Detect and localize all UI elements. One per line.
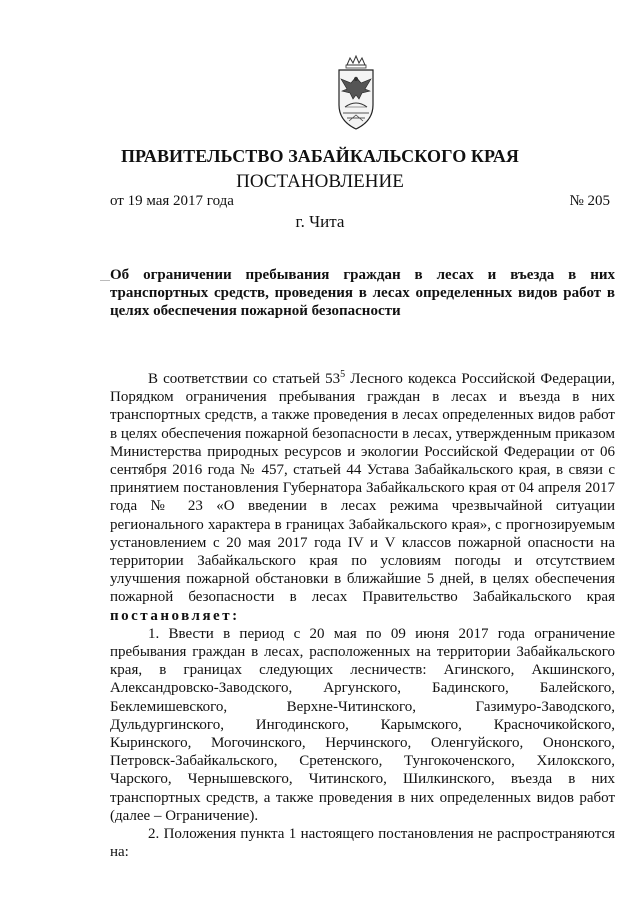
margin-mark (100, 280, 110, 281)
document-body (110, 366, 615, 861)
city: г. Чита (295, 212, 345, 231)
date-number-line (110, 193, 610, 210)
preamble-paragraph (110, 366, 615, 625)
preamble-text-1: В соответствии со статьей 53 (148, 371, 341, 387)
item-2: 2. Положения пункта 1 настоящего постановления не распространяются на: (110, 826, 615, 861)
item-1: 1. Ввести в период с 20 мая по 09 июня 2017 года ограничение пребывания граждан в лесах, расположенных на территории Забайкальского края, в границах следующих лесничеств: Агинского, Акшинского, Александровско-Заводского, Аргунского, Бадинского, Балейского, Беклемишевского, Верхне-Читинского, Газимуро-Заводского, Дульдургинского, Ингодинского, Карымского, Красночикойского, Кыринского, Могочинского, Нерчинского, Оленгуйского, Ононского, Петровск-Забайкальского, Сретенского, Тунгокоченского, Хилокского, Чарского, Чернышевского, Читинского, Шилкинского, въезда в них транспортных средств, а также проведения в них определенных видов работ (далее – Ограничение). (110, 625, 615, 824)
document-type: ПОСТАНОВЛЕНИЕ (236, 171, 404, 192)
preamble-text-2: Лесного кодекса Российской Федерации, Порядком ограничения пребывания граждан в лесах и въезда в них транспортных средств, а также проведения в лесах определенных видов работ в целях обеспечения пожарной безопасности в лесах, утвержденным приказом Министерства природных ресурсов и экологии Российской Федерации от 06 сентября 2016 года № 457, статьей 44 Устава Забайкальского края, в связи с принятием постановления Губернатора Забайкальского края от 04 апреля 2017 года № 23 «О введении в лесах режима чрезвычайной ситуации регионального характера в границах Забайкальского края», с прогнозируемым установлением с 20 мая 2017 года IV и V классов пожарной опасности на территории Забайкальского края по условиям погоды и отсутствием улучшения пожарной обстановки в ближайшие 5 дней, в целях обеспечения пожарной безопасности в лесах Правительство Забайкальского края (110, 371, 616, 606)
article-superscript: 5 (340, 369, 346, 380)
coat-of-arms-icon (333, 55, 379, 135)
document-date: от 19 мая 2017 года (110, 193, 234, 209)
government-title: ПРАВИТЕЛЬСТВО ЗАБАЙКАЛЬСКОГО КРАЯ (120, 146, 520, 166)
document-number: № 205 (569, 193, 610, 209)
resolves-word: постановляет: (110, 607, 240, 624)
document-subject: Об ограничении пребывания граждан в лесах и въезда в них транспортных средств, проведения в лесах определенных видов работ в целях обеспечения пожарной безопасности (110, 267, 615, 319)
